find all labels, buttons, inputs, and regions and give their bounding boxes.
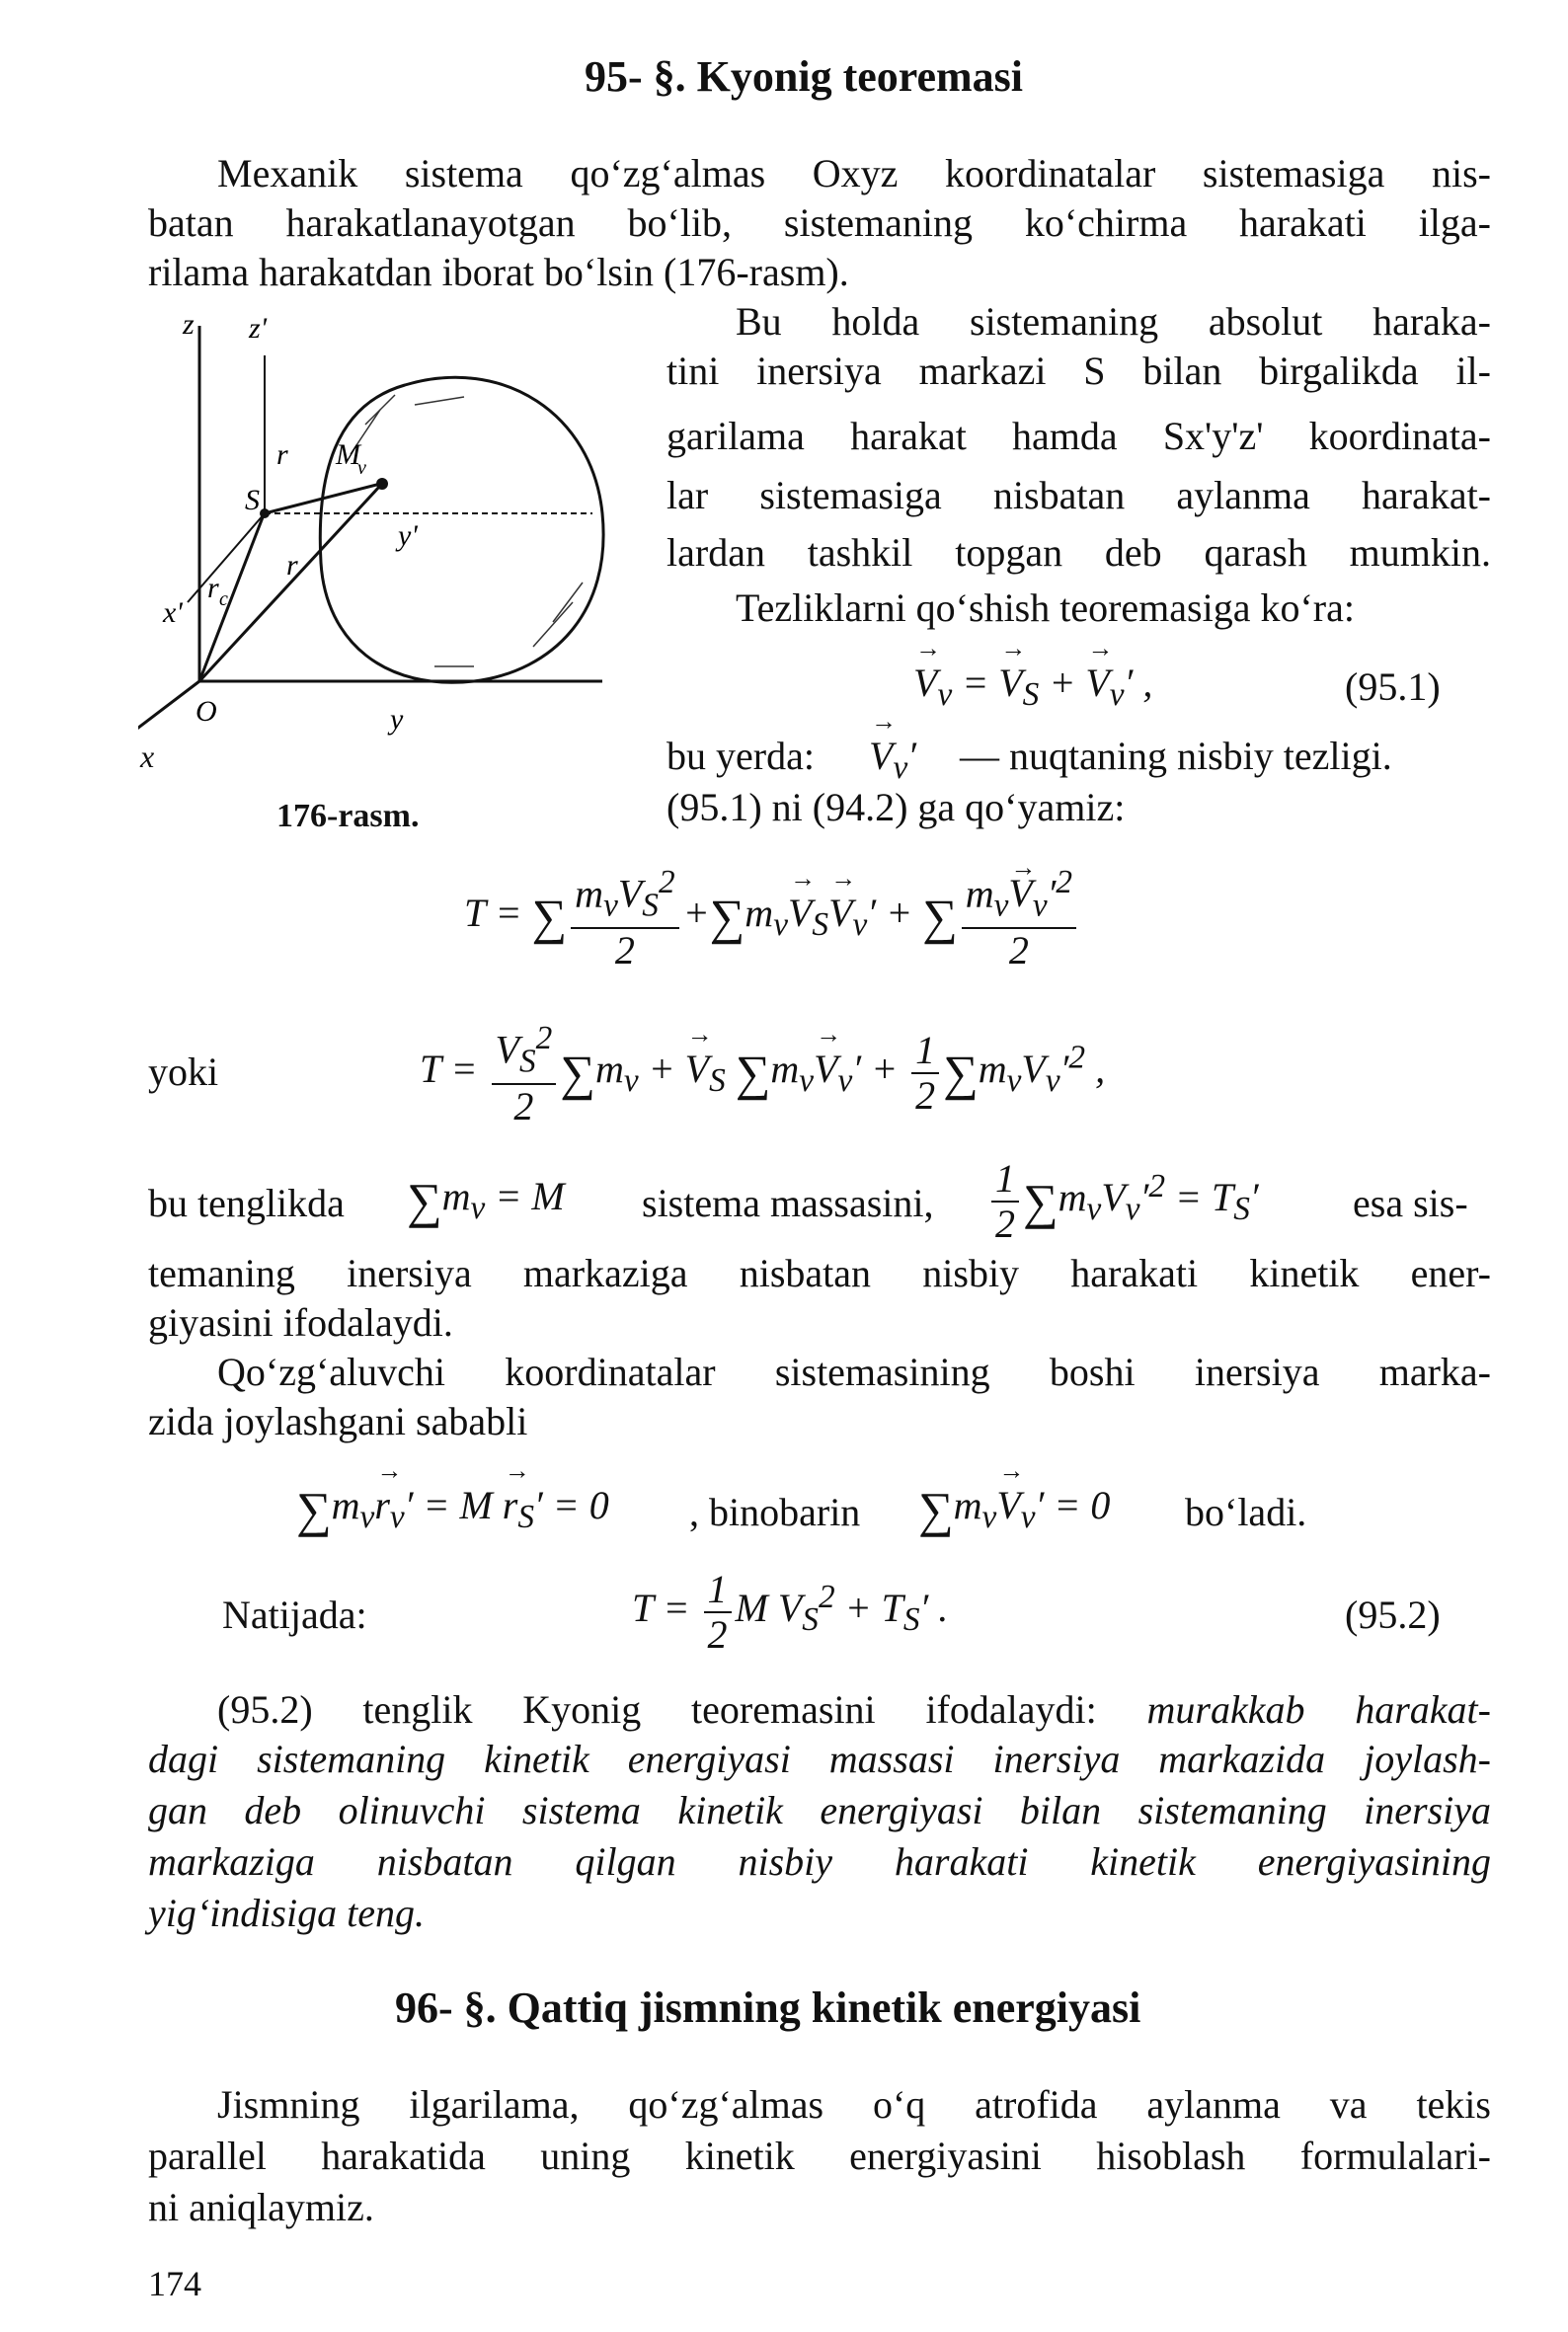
inline-vector-v-prime: → $V_v'$ <box>869 733 916 787</box>
inline-relative-kinetic-energy: $\frac{1}{2}$ $\sum m_vV_v'^2 = T_S'$ <box>987 1157 1259 1246</box>
theorem-line: yig‘indisiga teng. <box>148 1891 425 1935</box>
paragraph-line <box>217 1686 1491 1733</box>
figure-caption: 176-rasm. <box>276 798 420 834</box>
theorem-line: gan deb olinuvchi sistema kinetik energiyasi bilan sistemaning inersiya <box>148 1788 1491 1832</box>
figure-176 <box>138 316 652 829</box>
natijada-label: Natijada: <box>222 1593 367 1637</box>
label-y-prime: y' <box>398 519 418 552</box>
paragraph-line: parallel harakatida uning kinetik energiyasini hisoblash formulalari- <box>148 2134 1491 2178</box>
label-M-sub: v <box>357 457 366 479</box>
paragraph-line: bu yerda: <box>666 734 815 778</box>
section-96-title: 96- §. Qattiq jismning kinetik energiyasi <box>395 1983 1141 2032</box>
paragraph-line: lardan tashkil topgan deb qarash mumkin. <box>666 530 1491 575</box>
paragraph-line: bo‘ladi. <box>1185 1490 1307 1534</box>
point-M <box>376 478 388 490</box>
paragraph-line: Qo‘zg‘aluvchi koordinatalar sistemasining boshi inersiya marka- <box>217 1350 1491 1394</box>
label-x-prime: x' <box>163 596 183 629</box>
yoki-label: yoki <box>148 1049 219 1094</box>
rigid-body-outline <box>320 377 603 682</box>
equation-95-2: T = $\frac{1}{2}$ M $V_S^2 + T_S'$ . <box>632 1567 949 1657</box>
paragraph-line: lar sistemasiga nisbatan aylanma harakat- <box>666 473 1491 517</box>
paragraph-line: ni aniqlaymiz. <box>148 2185 374 2229</box>
theorem-lead-text: (95.2) tenglik Kyonig teoremasini ifodalaydi: <box>217 1687 1147 1732</box>
paragraph-line: — nuqtaning nisbiy tezligi. <box>960 734 1392 778</box>
point-S <box>260 508 270 518</box>
paragraph-line: Jismning ilgarilama, qo‘zg‘almas o‘q atrofida aylanma va tekis <box>217 2082 1491 2127</box>
equation-sum-m-v-prime: $\sum m_v\to V_v' = 0$ <box>918 1481 1110 1538</box>
label-S: S <box>245 484 260 516</box>
label-O: O <box>196 695 217 728</box>
equation-number: (95.1) <box>1345 664 1441 709</box>
body-hatching <box>351 395 583 666</box>
paragraph-line: batan harakatlanayotgan bo‘lib, sistemaning ko‘chirma harakati ilga- <box>148 200 1491 245</box>
paragraph-line: , binobarin <box>689 1490 861 1534</box>
equation-T-simplified: T = $\frac{V_S^2}{2}$ $\sum m_v$ + → $V_S$ $\sum m_v\to V_v'$ + $\frac{1}{2}$ $\sum m_vV_v'^2$ , <box>420 1017 1105 1128</box>
paragraph-line: (95.1) ni (94.2) ga qo‘yamiz: <box>666 785 1126 829</box>
vector-r-v <box>199 486 380 681</box>
paragraph-line: garilama harakat hamda Sx'y'z' koordinata- <box>666 414 1491 458</box>
label-y: y <box>390 703 404 736</box>
paragraph-line: sistema massasini, <box>642 1181 934 1225</box>
paragraph-line: esa sis- <box>1353 1181 1468 1225</box>
paragraph-line: rilama harakatdan iborat bo‘lsin (176-rasm). <box>148 250 849 294</box>
paragraph-line: temaning inersiya markaziga nisbatan nisbiy harakati kinetik ener- <box>148 1251 1491 1295</box>
theorem-statement: murakkab harakat- <box>1146 1687 1491 1732</box>
equation-number: (95.2) <box>1345 1593 1441 1637</box>
label-z: z <box>183 316 195 341</box>
inline-sum-m-equals-M: $\sum m_v = M$ <box>407 1173 565 1228</box>
label-r-c: r <box>207 572 219 604</box>
paragraph-line: bu tenglikda <box>148 1181 345 1225</box>
label-r-v: r <box>286 549 298 582</box>
page-number: 174 <box>148 2264 201 2303</box>
paragraph-line: tini inersiya markazi S bilan birgalikda il- <box>666 349 1491 393</box>
section-95-title: 95- §. Kyonig teoremasi <box>585 52 1024 101</box>
label-M: M <box>336 438 360 471</box>
paragraph-line: Bu holda sistemaning absolut haraka- <box>736 299 1491 344</box>
paragraph-line: giyasini ifodalaydi. <box>148 1300 453 1345</box>
equation-T-expansion: T = ∑ $\frac{m_vV_S^2}{2}$ $+\sum m_v\to V_S\to V_v'$ + ∑ $\frac{m_v\to V_v'^2}{2}$ <box>464 861 1080 972</box>
equation-95-1: → $V_v$ = → $V_S$ + → $V_v'$ , <box>913 660 1152 714</box>
equation-center-condition: $\sum m_v\to r_v' = M \to r_S' = 0$ <box>296 1481 609 1538</box>
label-z-prime: z' <box>249 316 268 345</box>
coordinate-system-diagram <box>138 316 652 829</box>
paragraph-line: Tezliklarni qo‘shish teoremasiga ko‘ra: <box>736 585 1355 630</box>
paragraph-line: Mexanik sistema qo‘zg‘almas Oxyz koordinatalar sistemasiga nis- <box>217 151 1491 195</box>
theorem-line: markaziga nisbatan qilgan nisbiy harakati kinetik energiyasining <box>148 1839 1491 1884</box>
label-c-sub: c <box>219 588 228 610</box>
label-x: x <box>140 738 155 774</box>
paragraph-line: zida joylashgani sababli <box>148 1399 528 1443</box>
theorem-line: dagi sistemaning kinetik energiyasi massasi inersiya markazida joylash- <box>148 1737 1491 1781</box>
label-r-v-prime: r <box>276 438 288 471</box>
